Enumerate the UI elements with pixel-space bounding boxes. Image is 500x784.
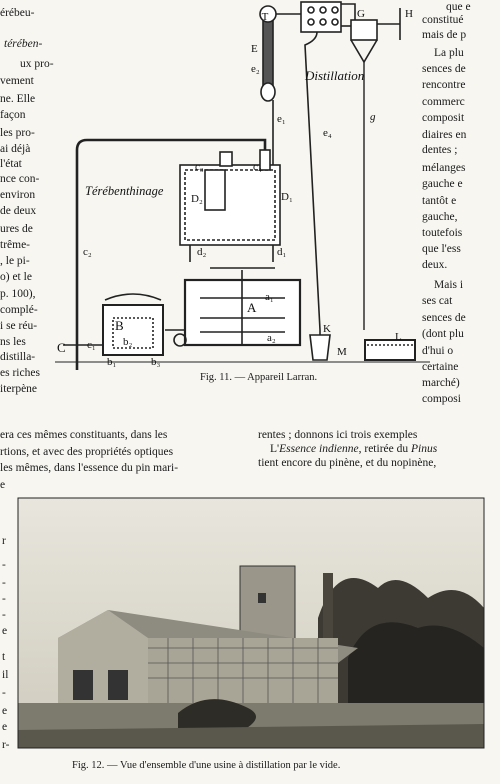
label-H: H [405,8,413,20]
right-column-line: constitué [422,14,464,26]
right-column-line: sences de [422,63,466,75]
bottom-right-line-3: tient encore du pinène, et du nopinène, [258,457,437,469]
left-column-line: ux pro- [20,58,54,70]
figure-11-caption: Fig. 11. — Appareil Larran. [200,372,318,383]
bottom-right-line-1: rentes ; donnons ici trois exemples [258,429,418,441]
margin-fragment: - [2,577,6,589]
right-column-line: composi [422,393,461,405]
label-c1: c₁ [87,339,96,351]
right-column-line: sences de [422,312,466,324]
label-b3: b₃ [151,356,161,368]
left-column-line: , le pi- [0,255,30,267]
right-column-line: mais de p [422,29,467,41]
right-column-line: toutefois [422,227,463,239]
left-column-line: es riches [0,367,40,379]
label-D2: D₂ [191,193,203,205]
bottom-left-line: rtions, et avec des propriétés optiques [0,446,174,458]
label-C: C [57,340,66,355]
label-e3 [307,0,316,1]
label-e1: e₁ [277,113,286,125]
bottom-left-line: era ces mêmes constituants, dans les [0,429,168,441]
right-column-line: que e [446,1,471,13]
right-column-line: Mais i [434,279,464,291]
label-G: G [357,8,365,20]
left-top-fragment: érébeu- [0,7,35,19]
label-L: L [395,331,402,343]
label-E: E [251,43,258,55]
margin-fragment: - [2,609,6,621]
right-column-line: d'hui o [422,345,454,357]
right-column-line: marché) [422,377,460,389]
factory-photo [18,498,484,748]
margin-fragment: - [2,593,6,605]
margin-fragment: e [2,705,8,717]
figure-12-caption: Fig. 12. — Vue d'ensemble d'une usine à distillation par le vide. [72,760,341,771]
margin-fragment: - [2,559,6,571]
left-column-line: ne. Elle [0,93,36,105]
label-g: g [370,111,376,123]
label-D1: D₁ [281,191,293,203]
label-e2: e₂ [251,63,260,75]
left-column-line: façon [0,109,26,121]
label-terebenthinage: Térébenthinage [85,184,164,198]
margin-fragment: r- [2,739,10,751]
label-e4: e₄ [323,127,332,139]
margin-fragment: e [2,721,8,733]
right-column-line: commerc [422,96,465,108]
left-column-line: environ [0,189,36,201]
right-column-line: mélanges [422,162,466,174]
label-A: A [247,300,257,315]
right-column-line: La plu [434,47,464,59]
label-c2: c₂ [83,246,92,258]
bottom-right-line-2: L'Essence indienne, retirée du Pinus [270,443,438,455]
label-b2: b₂ [123,336,133,348]
left-column-line: p. 100), [0,288,36,300]
left-column-line: iterpène [0,383,38,395]
left-column-line: vement [0,75,34,87]
label-a2: a₂ [267,332,276,344]
left-column-line: ures de [0,223,33,235]
right-column-line: certaine [422,361,459,373]
left-column-line: trême- [0,239,31,251]
label-a1: a₁ [265,291,274,303]
left-column-line: les pro- [0,127,35,139]
left-column-line: de deux [0,205,37,217]
left-column-line: o) et le [0,271,32,283]
label-B: B [115,318,124,333]
right-column-line: tantôt e [422,195,457,207]
right-column-line: dentes ; [422,144,458,156]
bottom-left-line: les mêmes, dans l'essence du pin mari- [0,462,179,474]
label-d2: d₂ [197,246,207,258]
label-M: M [337,346,347,358]
margin-fragment: - [2,687,6,699]
right-column-line: rencontre [422,79,466,91]
apparatus-diagram [55,0,430,368]
right-column-line: composit [422,112,465,124]
margin-fragment: il [2,669,9,681]
right-column-line: (dont plu [422,328,464,340]
right-column-line: gauche, [422,211,458,223]
left-column-line: térében- [4,38,43,50]
right-column-line: diaires en [422,129,467,141]
margin-fragment: t [2,651,6,663]
label-b1: b₁ [107,356,117,368]
right-column-line: gauche e [422,178,463,190]
left-column-line: ns les [0,336,26,348]
left-column-line: distilla- [0,351,36,363]
left-column-line: complé- [0,304,38,316]
bottom-left-line: e [0,479,6,491]
label-T: T [261,11,269,23]
label-distillation: Distillation [305,68,365,83]
left-column-line: nce con- [0,173,40,185]
label-c4: c₄ [253,161,262,173]
margin-fragment: r [2,535,6,547]
left-column-line: ai déjà [0,143,31,155]
label-d1: d₁ [277,246,287,258]
margin-fragment: e [2,625,8,637]
label-K: K [323,323,331,335]
right-column-line: que l'ess [422,243,461,255]
left-column-line: i se réu- [0,320,38,332]
right-column-line: deux. [422,259,448,271]
right-column-line: ses cat [422,295,453,307]
left-column-line: l'état [0,158,22,170]
label-c3: c₃ [195,161,204,173]
